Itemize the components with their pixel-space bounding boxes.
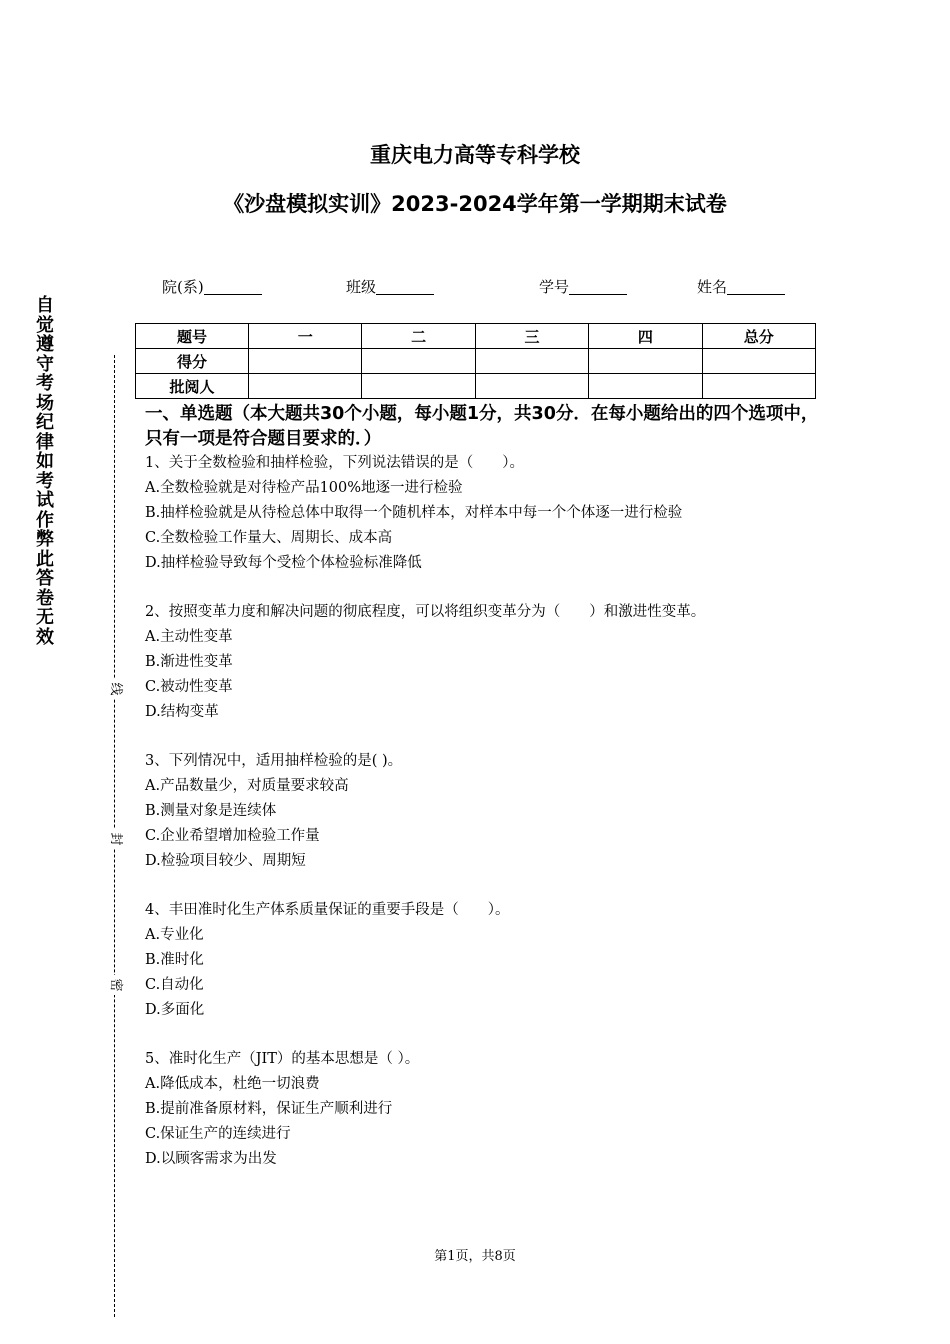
option-b[interactable]: B.抽样检验就是从待检总体中取得一个随机样本，对样本中每一个个体逐一进行检验 [145,505,683,521]
grader-cell[interactable] [475,374,588,399]
school-title: 重庆电力高等专科学校 [370,143,580,167]
option-a[interactable]: A.降低成本，杜绝一切浪费 [145,1076,320,1092]
score-table-row [136,349,816,374]
department-blank[interactable] [204,278,262,295]
question-stem: 1、关于全数检验和抽样检验，下列说法错误的是（ ）。 [145,455,524,471]
option-a[interactable]: A.主动性变革 [145,629,233,645]
score-header-cell: 总分 [702,324,815,349]
exam-title: 《沙盘模拟实训》2023-2024学年第一学期期末试卷 [223,192,727,216]
question-stem: 5、准时化生产（JIT）的基本思想是（ ）。 [145,1051,420,1067]
department-label: 院(系) [162,278,204,296]
page-number: 第1页，共8页 [434,1249,516,1264]
score-cell[interactable] [702,349,815,374]
question-stem: 2、按照变革力度和解决问题的彻底程度，可以将组织变革分为（ ）和激进性变革。 [145,604,706,620]
name-label: 姓名 [697,278,728,296]
option-c[interactable]: C.全数检验工作量大、周期长、成本高 [145,530,393,546]
score-cell[interactable] [475,349,588,374]
option-d[interactable]: D.抽样检验导致每个受检个体检验标准降低 [145,555,422,571]
option-c[interactable]: C.企业希望增加检验工作量 [145,828,320,844]
option-c[interactable]: C.保证生产的连续进行 [145,1126,291,1142]
option-a[interactable]: A.产品数量少，对质量要求较高 [145,778,349,794]
grader-cell[interactable] [362,374,475,399]
score-row-label: 批阅人 [136,374,249,399]
binding-mark-mi: 密 [105,975,125,995]
name-blank[interactable] [727,278,785,295]
option-b[interactable]: B.提前准备原材料，保证生产顺利进行 [145,1101,393,1117]
student-id-blank[interactable] [569,278,627,295]
question-4 [145,898,845,1023]
class-label: 班级 [346,278,377,296]
score-cell[interactable] [589,349,702,374]
option-d[interactable]: D.以顾客需求为出发 [145,1151,277,1167]
score-table-row [136,374,816,399]
option-b[interactable]: B.准时化 [145,952,204,968]
grader-cell[interactable] [589,374,702,399]
name-field[interactable] [697,276,785,297]
question-2 [145,600,845,725]
option-c[interactable]: C.被动性变革 [145,679,233,695]
department-field[interactable] [162,276,262,297]
question-5 [145,1047,845,1172]
option-a[interactable]: A.全数检验就是对待检产品100%地逐一进行检验 [145,480,463,496]
question-3 [145,749,845,874]
question-stem: 3、下列情况中，适用抽样检验的是( )。 [145,753,403,769]
binding-mark-xian: 线 [105,679,125,699]
option-b[interactable]: B.渐进性变革 [145,654,233,670]
binding-mark-feng: 封 [105,829,125,849]
score-header-cell: 三 [475,324,588,349]
score-table [135,323,816,399]
question-stem: 4、丰田准时化生产体系质量保证的重要手段是（ ）。 [145,902,510,918]
score-header-cell: 题号 [136,324,249,349]
option-d[interactable]: D.检验项目较少、周期短 [145,853,306,869]
option-d[interactable]: D.结构变革 [145,704,219,720]
section-heading: 一、单选题（本大题共30个小题，每小题1分，共30分．在每小题给出的四个选项中，只有一项是符合题目要求的．） [145,404,819,449]
grader-cell[interactable] [249,374,362,399]
class-field[interactable] [346,276,434,297]
score-header-cell: 一 [249,324,362,349]
option-d[interactable]: D.多面化 [145,1002,205,1018]
score-header-cell: 四 [589,324,702,349]
student-id-field[interactable] [539,276,627,297]
option-b[interactable]: B.测量对象是连续体 [145,803,277,819]
option-c[interactable]: C.自动化 [145,977,204,993]
sidebar-warning-text: 自觉遵守考场纪律如考试作弊此答卷无效 [36,295,54,648]
score-header-cell: 二 [362,324,475,349]
class-blank[interactable] [376,278,434,295]
grader-cell[interactable] [702,374,815,399]
student-id-label: 学号 [539,278,570,296]
option-a[interactable]: A.专业化 [145,927,204,943]
score-row-label: 得分 [136,349,249,374]
score-cell[interactable] [249,349,362,374]
score-cell[interactable] [362,349,475,374]
score-table-header-row [136,324,816,349]
question-1 [145,451,845,576]
